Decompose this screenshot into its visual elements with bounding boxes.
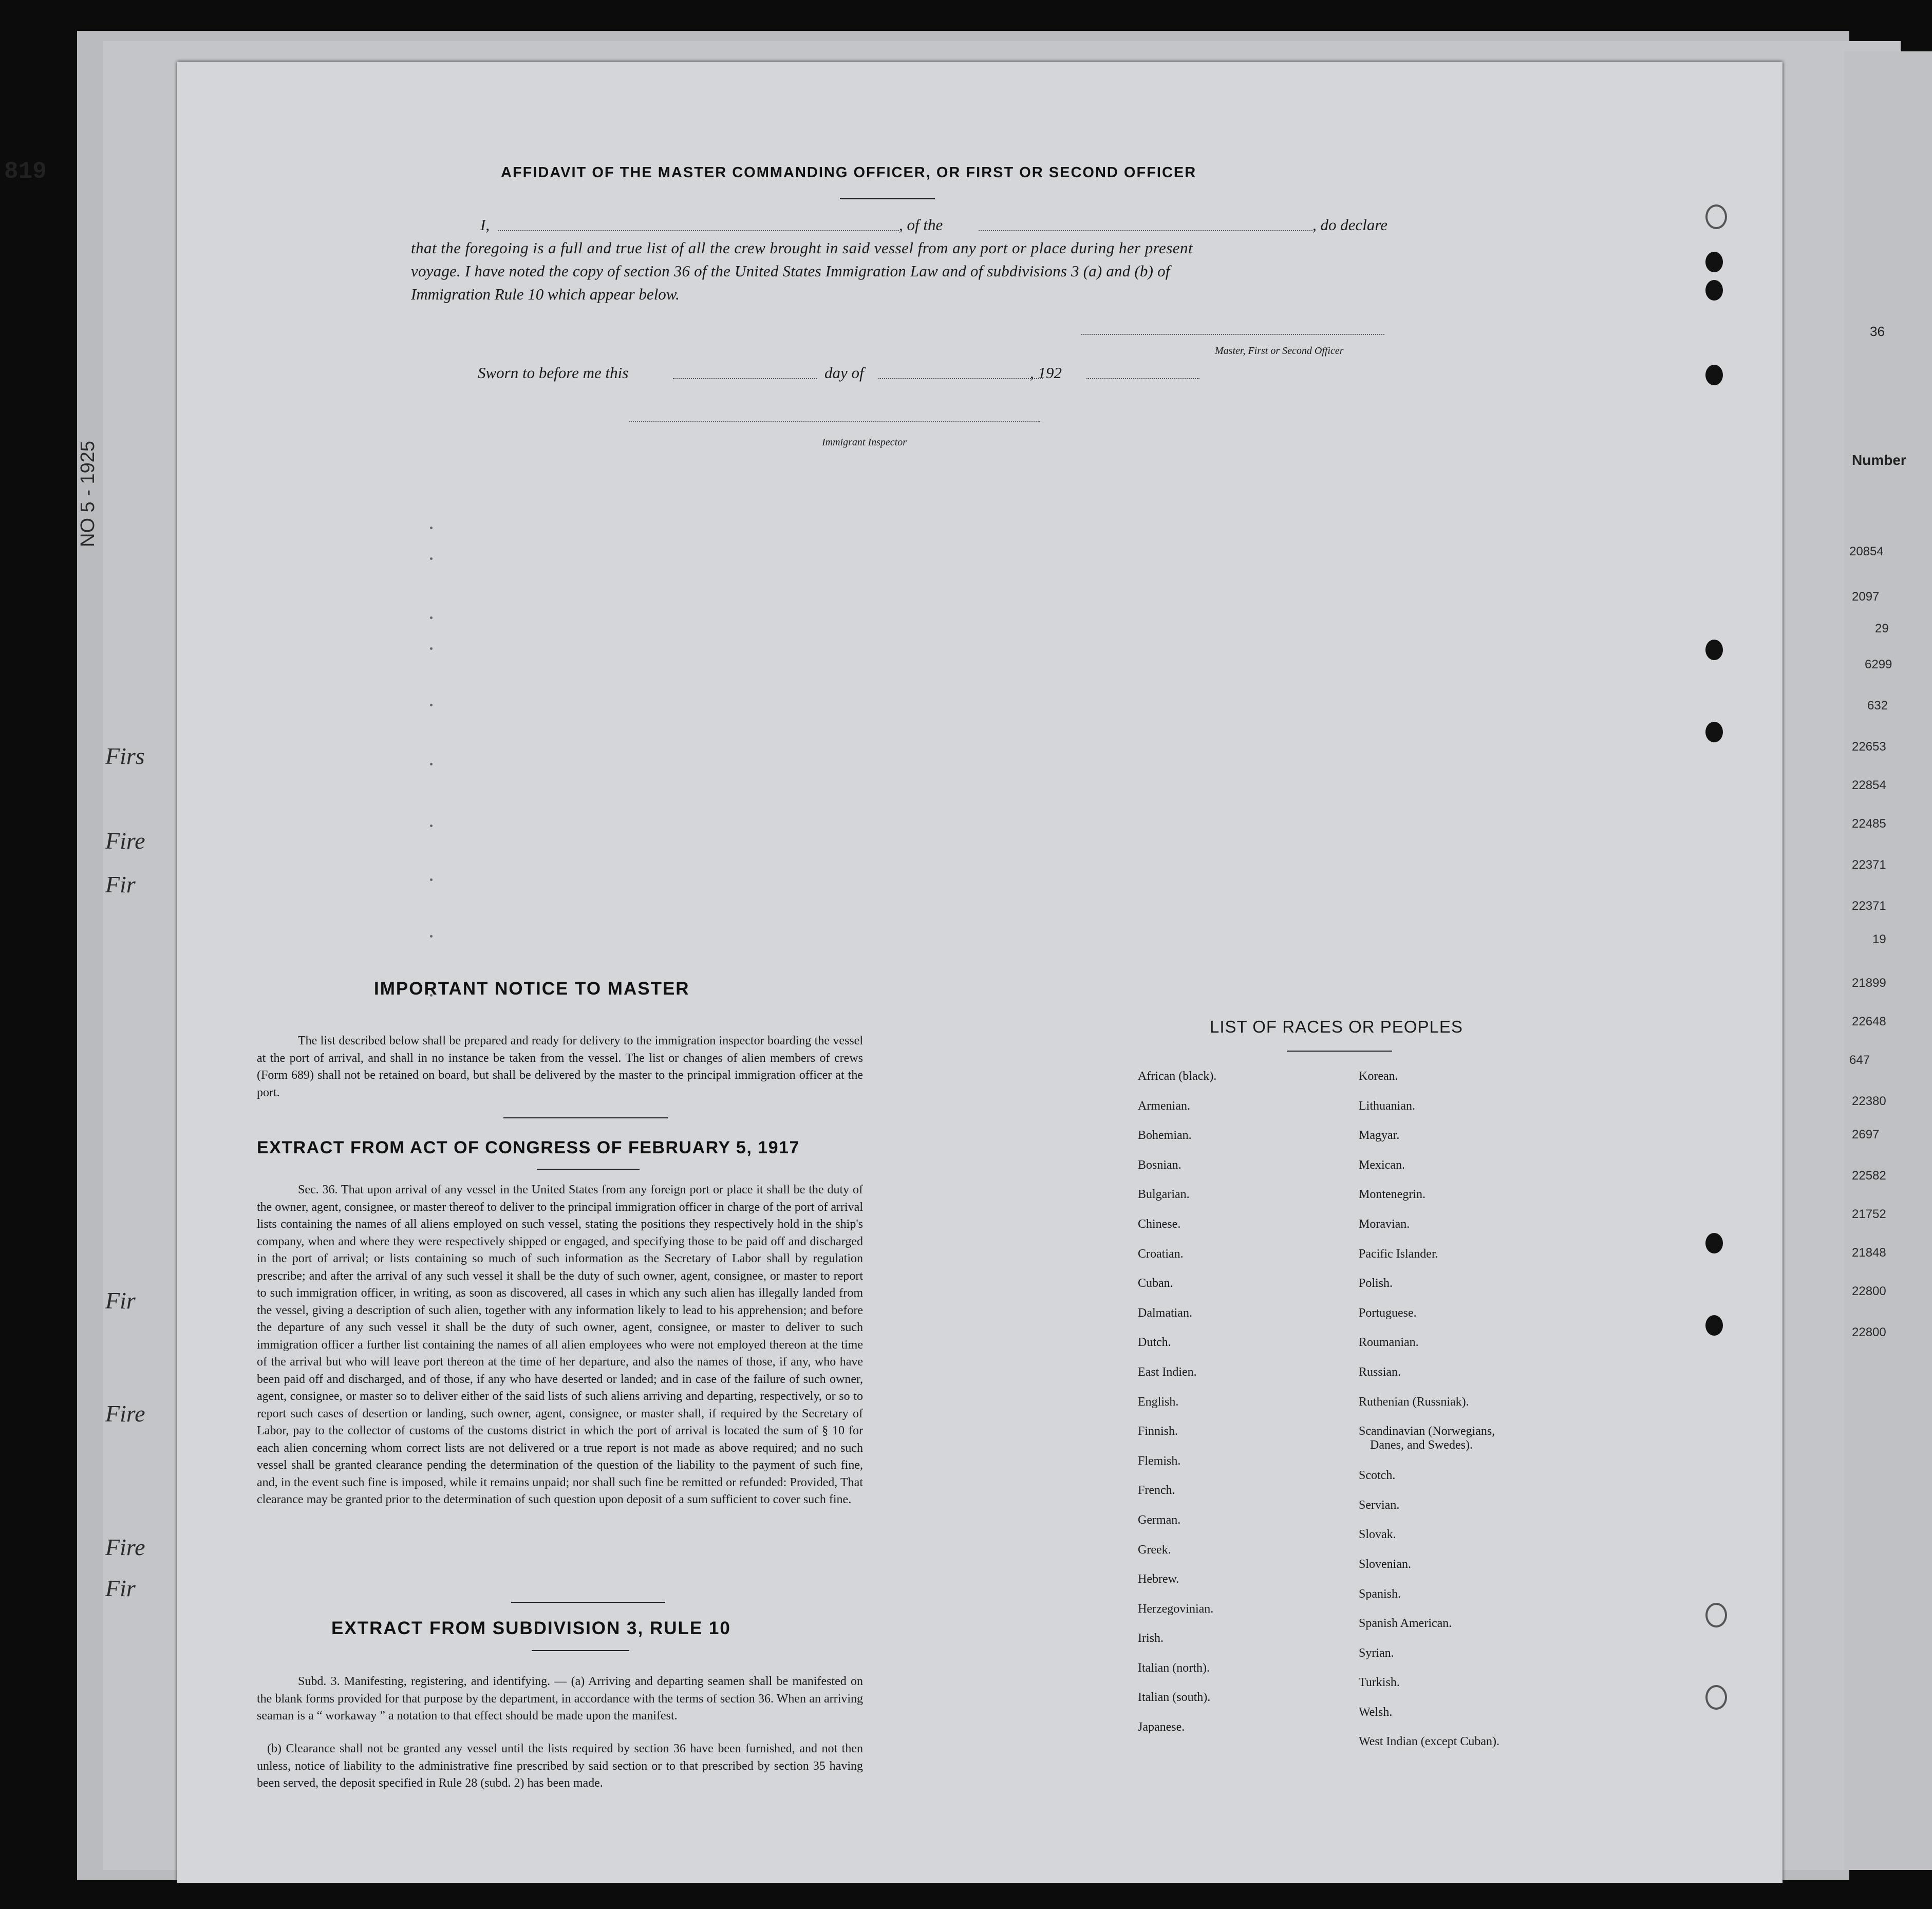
affidavit-line: that the foregoing is a full and true list of all the crew brought in said vessel from any port or place during her present [411, 239, 1193, 257]
race-item: Slovak. [1359, 1528, 1396, 1542]
sworn-text: Sworn to before me this [478, 364, 629, 382]
right-margin-number: 22800 [1852, 1284, 1886, 1298]
divider [840, 198, 935, 199]
sworn-day-of: day of [824, 364, 864, 382]
right-margin-number: 6299 [1865, 658, 1892, 671]
margin-handwriting: Fir [105, 1575, 136, 1601]
race-item: Moravian. [1359, 1217, 1410, 1231]
right-margin-number: 21752 [1852, 1207, 1886, 1221]
right-margin-number: 22648 [1852, 1015, 1886, 1028]
punch-hole [1705, 722, 1723, 742]
punch-hole [1705, 1603, 1727, 1627]
race-item: Mexican. [1359, 1158, 1405, 1172]
inspector-signature-line[interactable] [629, 421, 1040, 422]
divider [511, 1602, 665, 1603]
inspector-caption: Immigrant Inspector [822, 437, 907, 448]
race-item: Italian (north). [1138, 1661, 1210, 1675]
name-blank [498, 230, 899, 231]
right-underlying-sheet [1844, 51, 1932, 1870]
right-margin-number: 2697 [1852, 1128, 1880, 1141]
right-margin-number: 22854 [1852, 778, 1886, 792]
left-margin-stamp: NO 5 - 1925 [77, 441, 99, 547]
race-item: Syrian. [1359, 1646, 1394, 1660]
notice-text: The list described below shall be prepared and ready for delivery to the immigration inspector boarding the vessel at the port of arrival, and shall in no instance be taken from the vessel. The list or changes of alien members of crews (Form 689) shall not be retained on board, but shall be delivered by the master to the principal immigration officer at the port. [257, 1034, 863, 1099]
sworn-month-blank[interactable] [878, 378, 1043, 379]
race-item: West Indian (except Cuban). [1359, 1735, 1499, 1749]
right-margin-number: 22380 [1852, 1094, 1886, 1108]
faint-mark [430, 825, 433, 827]
race-item: French. [1138, 1484, 1175, 1498]
race-item: Slovenian. [1359, 1557, 1411, 1571]
right-margin-number: 22653 [1852, 740, 1886, 754]
race-item: Russian. [1359, 1365, 1401, 1379]
race-item: Pacific Islander. [1359, 1247, 1438, 1261]
faint-mark [430, 935, 433, 938]
faint-mark [430, 557, 433, 560]
act-title: EXTRACT FROM ACT OF CONGRESS OF FEBRUARY 5, 1917 [257, 1138, 800, 1157]
divider [1287, 1051, 1392, 1052]
race-item: Spanish. [1359, 1587, 1401, 1601]
punch-hole [1705, 1685, 1727, 1710]
left-margin-number: 819 [4, 158, 47, 185]
race-item: English. [1138, 1395, 1179, 1409]
sworn-year: , 192 [1030, 364, 1062, 382]
officer-caption: Master, First or Second Officer [1215, 345, 1344, 357]
race-item: Magyar. [1359, 1129, 1400, 1143]
race-item: Greek. [1138, 1543, 1171, 1557]
race-item: Flemish. [1138, 1454, 1181, 1468]
race-item: Polish. [1359, 1277, 1393, 1290]
right-margin-number: 21899 [1852, 976, 1886, 990]
notice-title: IMPORTANT NOTICE TO MASTER [374, 979, 690, 999]
race-item-scandinavian [1359, 1424, 1499, 1468]
race-item: Chinese. [1138, 1217, 1181, 1231]
affidavit-i: I, [480, 216, 490, 234]
affidavit-line: Immigration Rule 10 which appear below. [411, 285, 680, 303]
right-margin-number: 2097 [1852, 590, 1880, 604]
race-item: Dutch. [1138, 1336, 1171, 1350]
right-margin-page-number: 36 [1870, 324, 1885, 339]
race-item: Montenegrin. [1359, 1188, 1425, 1202]
race-item: Herzegovinian. [1138, 1602, 1214, 1616]
faint-mark [430, 527, 433, 529]
right-margin-number: 20854 [1849, 545, 1884, 558]
punch-hole [1705, 1233, 1723, 1253]
right-margin-header: Number [1852, 452, 1906, 468]
right-margin-number: 22582 [1852, 1169, 1886, 1183]
race-item: Bohemian. [1138, 1129, 1192, 1143]
divider [532, 1650, 629, 1651]
margin-handwriting: Fire [105, 1400, 145, 1427]
officer-signature-line[interactable] [1081, 334, 1384, 335]
race-item: Roumanian. [1359, 1336, 1419, 1350]
right-margin-number: 19 [1872, 932, 1886, 946]
punch-hole [1705, 252, 1723, 272]
race-item: Dalmatian. [1138, 1306, 1192, 1320]
race-item: Scandinavian (Norwegians, [1359, 1425, 1495, 1438]
race-item: Bosnian. [1138, 1158, 1181, 1172]
right-margin-number: 647 [1849, 1053, 1870, 1067]
race-item: Bulgarian. [1138, 1188, 1190, 1202]
race-item: Scotch. [1359, 1469, 1396, 1483]
race-item: Cuban. [1138, 1277, 1173, 1290]
divider [503, 1117, 668, 1118]
race-item: Turkish. [1359, 1676, 1400, 1690]
right-margin-number: 22485 [1852, 817, 1886, 831]
right-margin-number: 632 [1867, 699, 1888, 713]
margin-handwriting: Fire [105, 1534, 145, 1560]
act-text: Sec. 36. That upon arrival of any vessel in the United States from any foreign port or place it shall be the duty of the owner, agent, consignee, or master thereof to deliver to the principal immigration officer in charge of the port of arrival lists containing the names of all aliens employed on such vessel, stating the positions they respectively hold in the ship's company, when and where they were respectively shipped or engaged, and specifying those to be paid off and discharged in the port of arrival; or lists containing so much of such information as the Secretary of Labor shall by regulation prescribe; and after the arrival of any such vessel it shall be the duty of such owner, agent, consignee, or master to report to such immigration officer, in writing, as soon as discovered, all cases in which any such alien has illegally landed from the vessel, giving a description of such alien, together with any information likely to lead to his apprehension; and before the departure of any such vessel it shall be the duty of such owner, agent, consignee, or master to deliver to such immigration officer a further list containing the names of all alien employees who were not employed thereon at the time of the arrival but who will leave port thereon at the time of her departure, and also the names of those, if any, who have been paid off and discharged, and of those, if any who have deserted or landed; and in case of the failure of such owner, agent, consignee, or master so to deliver either of the said lists of such aliens arriving and departing, respectively, or so to report such cases of desertion or landing, such owner, agent, consignee, or master shall, if required by the Secretary of Labor, pay to the collector of customs of the customs district in which the port of arrival is located the sum of § 10 for each alien concerning whom correct lists are not delivered or a true report is not made as above required; and no such vessel shall be granted clearance pending the determination of the question of the liability to the payment of such fine, and, in the event such fine is imposed, while it remains unpaid; nor shall such fine be remitted or refunded: Provided, That clearance may be granted prior to the determination of such question upon deposit of a sum sufficient to cover such fine. [257, 1183, 863, 1506]
right-margin-number: 21848 [1852, 1246, 1886, 1260]
race-item: Finnish. [1138, 1425, 1178, 1438]
faint-mark [430, 647, 433, 650]
race-item: Korean. [1359, 1070, 1398, 1083]
races-column-2 [1359, 1069, 1499, 1764]
race-item: Italian (south). [1138, 1691, 1211, 1705]
punch-hole [1705, 280, 1723, 301]
right-margin-number: 22800 [1852, 1325, 1886, 1339]
affidavit-declare: , do declare [1312, 216, 1388, 234]
race-item: East Indien. [1138, 1365, 1197, 1379]
race-item: Croatian. [1138, 1247, 1184, 1261]
races-column-1 [1138, 1069, 1216, 1749]
faint-mark [430, 616, 433, 619]
margin-handwriting: Fire [105, 828, 145, 854]
margin-handwriting: Fir [105, 871, 136, 897]
race-item: Servian. [1359, 1498, 1400, 1512]
race-item: German. [1138, 1513, 1181, 1527]
right-margin-number: 22371 [1852, 858, 1886, 872]
sworn-day-blank[interactable] [673, 378, 817, 379]
race-item: Hebrew. [1138, 1573, 1179, 1586]
margin-handwriting: Fir [105, 1287, 136, 1314]
race-item: Ruthenian (Russniak). [1359, 1395, 1469, 1409]
affidavit-title: AFFIDAVIT OF THE MASTER COMMANDING OFFICER, OR FIRST OR SECOND OFFICER [501, 164, 1197, 181]
punch-hole [1705, 365, 1723, 385]
affidavit-of-the: , of the [899, 216, 943, 234]
faint-mark [430, 763, 433, 765]
race-item: African (black). [1138, 1070, 1217, 1083]
race-item: Japanese. [1138, 1720, 1185, 1734]
race-item: Lithuanian. [1359, 1099, 1415, 1113]
sworn-year-blank[interactable] [1086, 378, 1199, 379]
rule-para-a: Subd. 3. Manifesting, registering, and identifying. — (a) Arriving and departing seamen shall be manifested on the blank forms provided for that purpose by the department, in accordance with the terms of section 36. When an arriving seaman is a “ workaway ” a notation to that effect should be made upon the manifest. [257, 1675, 863, 1723]
rule-para-b: (b) Clearance shall not be granted any vessel until the lists required by section 36 have been furnished, and not then unless, notice of liability to the administrative fine prescribed by said section or to that prescribed by section 35 having been served, the deposit specified in Rule 28 (subd. 2) has been made. [257, 1742, 863, 1790]
punch-hole [1705, 1315, 1723, 1336]
faint-mark [430, 704, 433, 706]
manifest-page [177, 62, 1783, 1883]
race-item: Spanish American. [1359, 1617, 1452, 1631]
race-item: Armenian. [1138, 1099, 1190, 1113]
right-margin-number: 22371 [1852, 899, 1886, 913]
race-item: Welsh. [1359, 1705, 1393, 1719]
race-item-continuation: Danes, and Swedes). [1370, 1438, 1473, 1452]
race-item: Irish. [1138, 1632, 1164, 1645]
punch-hole [1705, 204, 1727, 229]
divider [537, 1169, 640, 1170]
rule-title: EXTRACT FROM SUBDIVISION 3, RULE 10 [331, 1618, 731, 1638]
margin-handwriting: Firs [105, 743, 145, 769]
punch-hole [1705, 640, 1723, 660]
right-margin-number: 29 [1875, 622, 1889, 635]
races-title: LIST OF RACES OR PEOPLES [1210, 1017, 1463, 1036]
vessel-blank [979, 230, 1312, 231]
race-item: Portuguese. [1359, 1306, 1417, 1320]
faint-mark [430, 878, 433, 881]
affidavit-line: voyage. I have noted the copy of section 36 of the United States Immigration Law and of subdivisions 3 (a) and (b) of [411, 262, 1170, 280]
